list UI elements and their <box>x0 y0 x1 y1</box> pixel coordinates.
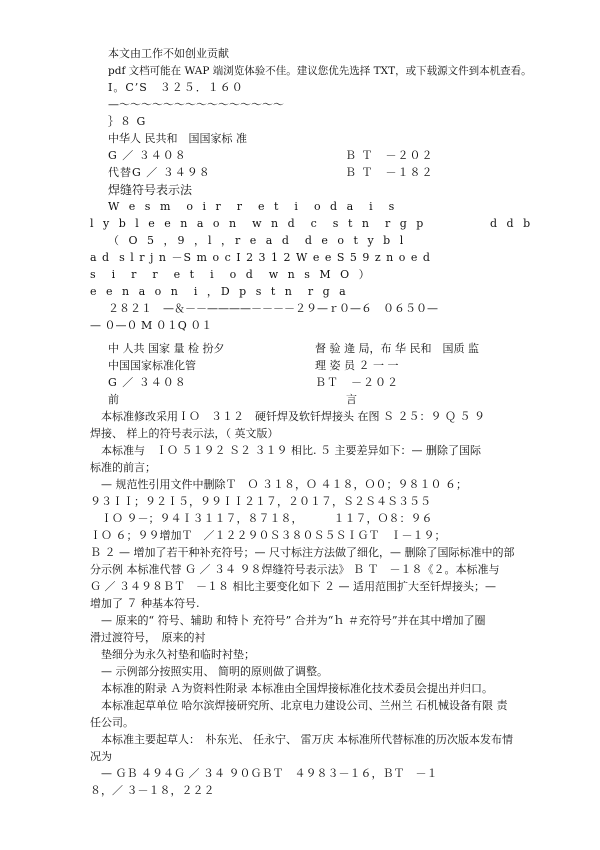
body-line: 任公司。 <box>90 716 134 729</box>
authority-right: 督 验 逄 局，布 华 民和 国质 监 <box>315 342 479 355</box>
body-line: 分示例 本标准代替 Ｇ ／ ３４ ９８焊缝符号表示法》 Ｂ Ｔ －１８《２。本标准与 <box>90 563 500 576</box>
body-line: — 规范性引用文件中删除Ｔ Ｏ ３１８，Ｏ ４１８，Ｏ０；９８１０ ６； <box>90 478 467 491</box>
body-line: 本标准修改采用ＩＯ ３１２ 硬钎焊及软钎焊接头 在图 Ｓ ２５：９ Ｑ ５ ９ <box>90 410 485 423</box>
replaces-standard: 代替G ／ ３４９８ <box>108 166 211 179</box>
english-line-4: a d s l r j n －S m o c I 2 3 1 2 W e e S 5 9 z n o e d <box>90 251 431 264</box>
authority-admin: 中国国家标准化管 <box>108 359 196 372</box>
source-line: 本文由工作不如创业贡献 <box>108 47 229 60</box>
english-line-6: e e n a o n i ，D p s t n r g a <box>90 285 349 298</box>
standard-org: 中华人 民共和 国国家标 准 <box>108 132 247 145</box>
document-title: 焊缝符号表示法 <box>108 183 193 197</box>
body-line: — ＧＢ ４９４Ｇ ／ ３４ ９０ＧＢＴ ４９８３－１６，ＢＴ －１ <box>90 767 438 780</box>
replaces-standard-code: Ｂ Ｔ －１８２ <box>345 166 434 179</box>
body-line: 本标准与 ＩＯ ５１９２ Ｓ２ ３１９ 相比. ５ 主要差异如下：— 删除了国际 <box>90 444 481 457</box>
ics-code: I。C’S ３２５．１６０ <box>108 81 244 94</box>
english-line-3: （ O 5 ，9 ，l ，r e a d d e o t y b l <box>108 234 407 247</box>
body-line: — 示例部分按照实用、 简明的原则做了调整。 <box>90 665 328 678</box>
body-line: ＩＯ ６；９９增加Ｔ ／１２２９０Ｓ３８０Ｓ５ＳＩＧＴ Ｉ－１９； <box>90 529 446 542</box>
body-line: 况为 <box>90 750 112 763</box>
english-line-7: ２８２１ —＆－－————－－－－２９—ｒ０—６ ０６５０— <box>108 302 438 315</box>
authority-admin-right: 理 姿 员 ２ 一 一 <box>315 359 399 372</box>
foreword-heading-qian: 前 <box>108 393 119 406</box>
english-line-5: s i r r e t i o d w n s M O ） <box>90 268 373 281</box>
authority-number: G ／ ３４０８ <box>108 376 187 389</box>
body-line: 增加了 ７ 种基本符号. <box>90 597 200 610</box>
standard-number-code: Ｂ Ｔ －２０２ <box>345 149 434 162</box>
authority-left: 中 人共 国家 量 检 扮夕 <box>108 342 225 355</box>
notice-line: pdf 文档可能在 WAP 端浏览体验不佳。建议您优先选择 TXT，或下载源文件到本机查看。 <box>108 65 532 77</box>
standard-number: G ／ ３４０８ <box>108 149 187 162</box>
body-line: 滑过渡符号， 原来的衬 <box>90 631 206 644</box>
body-line: ＩＯ ９－；９４Ｉ３１１７，８７１８， １１７，Ｏ８：９６ <box>90 512 433 525</box>
body-line: ９３ＩＩ；９２Ｉ５，９９ＩＩ２１７，２０１７，Ｓ２Ｓ４Ｓ３５５ <box>90 495 431 508</box>
body-line: — 原来的“ 符号、辅助 和特卜 充符号” 合并为“ｈ ＃充符号”并在其中增加了圈 <box>90 614 486 627</box>
english-line-2-tail: d d b <box>490 217 534 230</box>
body-line: 标准的前言； <box>90 461 156 474</box>
english-line-8: — ０—０ M ０１Q ０１ <box>90 319 213 332</box>
foreword-heading-yan: 言 <box>346 393 357 406</box>
tilde-line: —～～～～～～～～～～～～～～～ <box>108 98 284 111</box>
body-line: 本标准的附录 Ａ为资料性附录 本标准由全国焊接标准化技术委员会提出并归口。 <box>90 682 493 695</box>
body-line: 本标准主要起草人： 朴东光、 任永宁、 雷万庆 本标准所代替标准的历次版本发布情 <box>90 733 513 746</box>
body-line: 垫细分为永久衬垫和临时衬垫； <box>90 648 255 661</box>
body-line: ８，／ ３－１８，２２２ <box>90 784 215 797</box>
body-line: 本标准起草单位 哈尔滨焊接研究所、北京电力建设公司、兰州兰 石机械设备有限 责 <box>90 699 508 712</box>
authority-number-code: ＢＴ －２０２ <box>315 376 399 389</box>
body-line: Ｂ ２ — 增加了若干种补充符号；— 尺寸标注方法做了细化，— 删除了国际标准中的部 <box>90 546 515 559</box>
english-line-2: l y b l e e n a o n w n d c s t n r g p <box>90 217 427 230</box>
body-line: 焊接、 样上的符号表示法，（ 英文版） <box>90 427 279 440</box>
english-line-1: W e s m o i r r e t i o d a i s <box>108 200 398 213</box>
code-8g: ｝８ G <box>108 115 147 128</box>
body-line: Ｇ ／ ３４９８ＢＴ －１８ 相比主要变化如下 ２ — 适用范围扩大至钎焊接头；— <box>90 580 496 593</box>
